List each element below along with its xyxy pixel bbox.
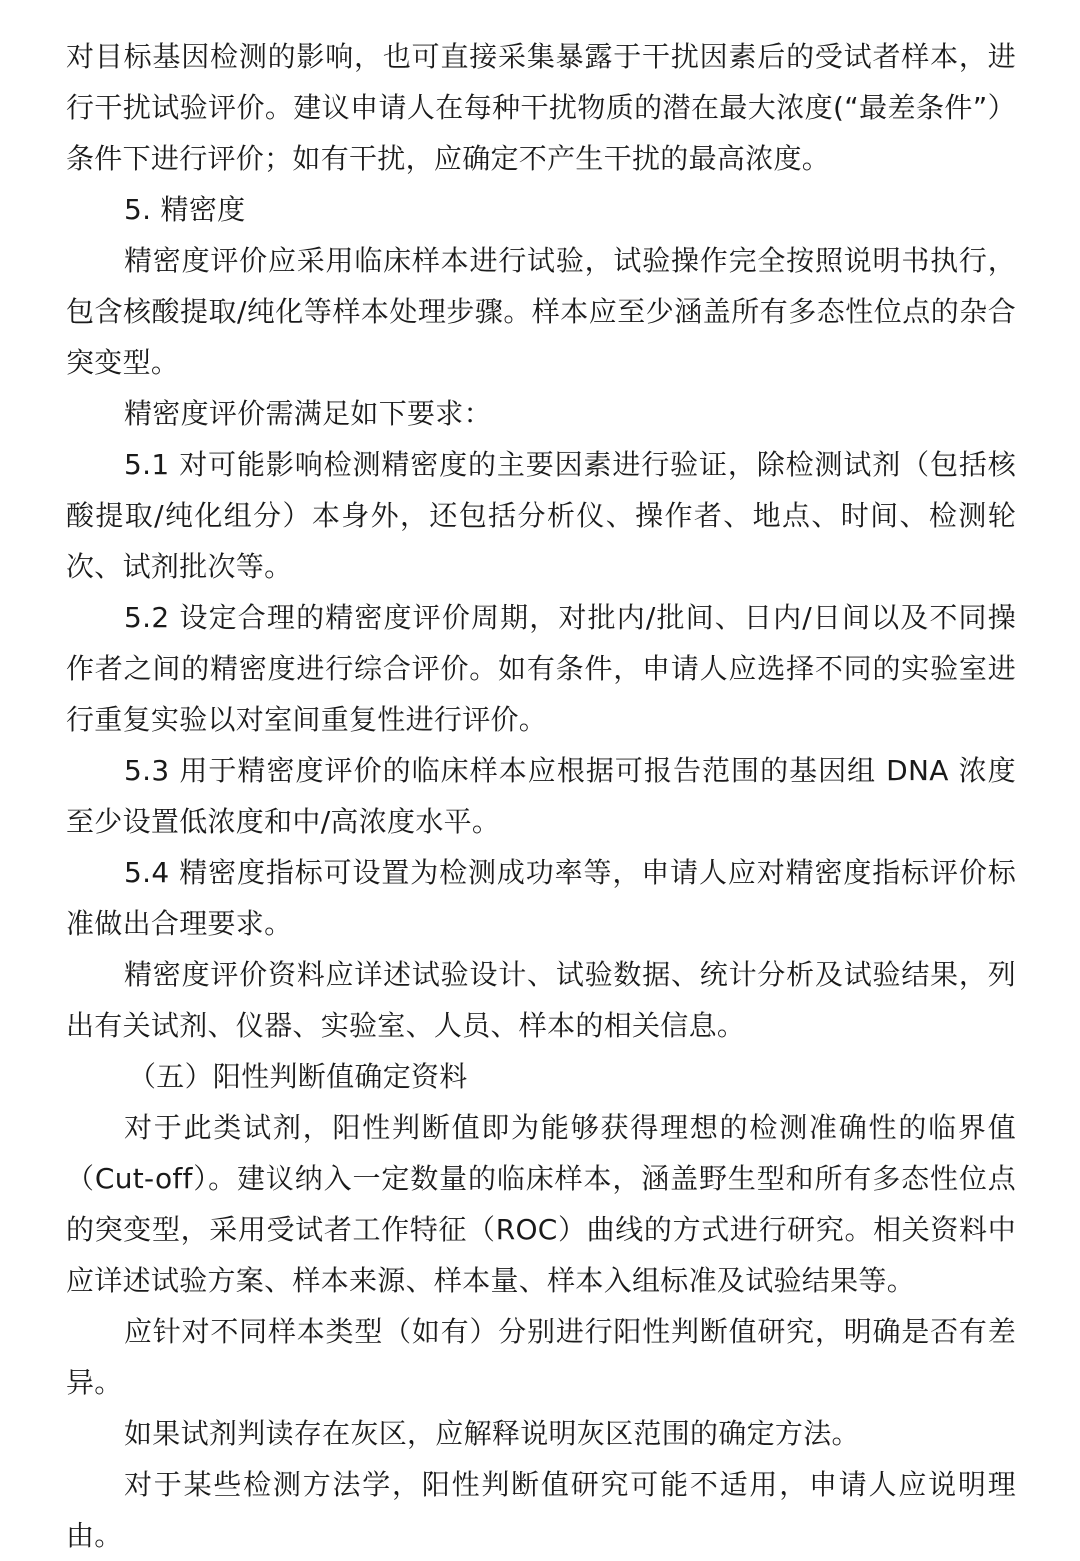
- paragraph-requirement-5-2: 5.2 设定合理的精密度评价周期，对批内/批间、日内/日间以及不同操作者之间的精密度进行综合评价。如有条件，申请人应选择不同的实验室进行重复实验以对室间重复性进行评价。: [66, 601, 1016, 736]
- paragraph-cutoff-definition: 对于此类试剂，阳性判断值即为能够获得理想的检测准确性的临界值（Cut-off）。建议纳入一定数量的临床样本，涵盖野生型和所有多态性位点的突变型，采用受试者工作特征（ROC）曲线的方式进行研究。相关资料中应详述试验方案、样本来源、样本量、样本入组标准及试验结果等。: [66, 1111, 1016, 1297]
- paragraph-requirement-5-4: 5.4 精密度指标可设置为检测成功率等，申请人应对精密度指标评价标准做出合理要求。: [66, 856, 1016, 940]
- paragraph-interference-evaluation: 对目标基因检测的影响，也可直接采集暴露于干扰因素后的受试者样本，进行干扰试验评价。建议申请人在每种干扰物质的潜在最大浓度(“最差条件”）条件下进行评价；如有干扰，应确定不产生干扰的最高浓度。: [66, 40, 1016, 175]
- paragraph-sample-types: 应针对不同样本类型（如有）分别进行阳性判断值研究，明确是否有差异。: [66, 1315, 1016, 1399]
- paragraph-precision-requirements: 精密度评价需满足如下要求：: [124, 397, 492, 430]
- paragraph-precision-intro: 精密度评价应采用临床样本进行试验，试验操作完全按照说明书执行，包含核酸提取/纯化等样本处理步骤。样本应至少涵盖所有多态性位点的杂合突变型。: [66, 244, 1016, 379]
- section-heading-cutoff: （五）阳性判断值确定资料: [128, 1060, 468, 1093]
- paragraph-precision-documentation: 精密度评价资料应详述试验设计、试验数据、统计分析及试验结果，列出有关试剂、仪器、实验室、人员、样本的相关信息。: [66, 958, 1016, 1042]
- section-heading-precision: 5. 精密度: [124, 193, 246, 226]
- paragraph-requirement-5-1: 5.1 对可能影响检测精密度的主要因素进行验证，除检测试剂（包括核酸提取/纯化组分）本身外，还包括分析仪、操作者、地点、时间、检测轮次、试剂批次等。: [66, 448, 1016, 583]
- document-body: [66, 31, 1016, 1561]
- paragraph-requirement-5-3: 5.3 用于精密度评价的临床样本应根据可报告范围的基因组 DNA 浓度至少设置低浓度和中/高浓度水平。: [66, 754, 1016, 838]
- paragraph-gray-zone: 如果试剂判读存在灰区，应解释说明灰区范围的确定方法。: [124, 1417, 860, 1450]
- paragraph-not-applicable: 对于某些检测方法学，阳性判断值研究可能不适用，申请人应说明理由。: [66, 1468, 1016, 1552]
